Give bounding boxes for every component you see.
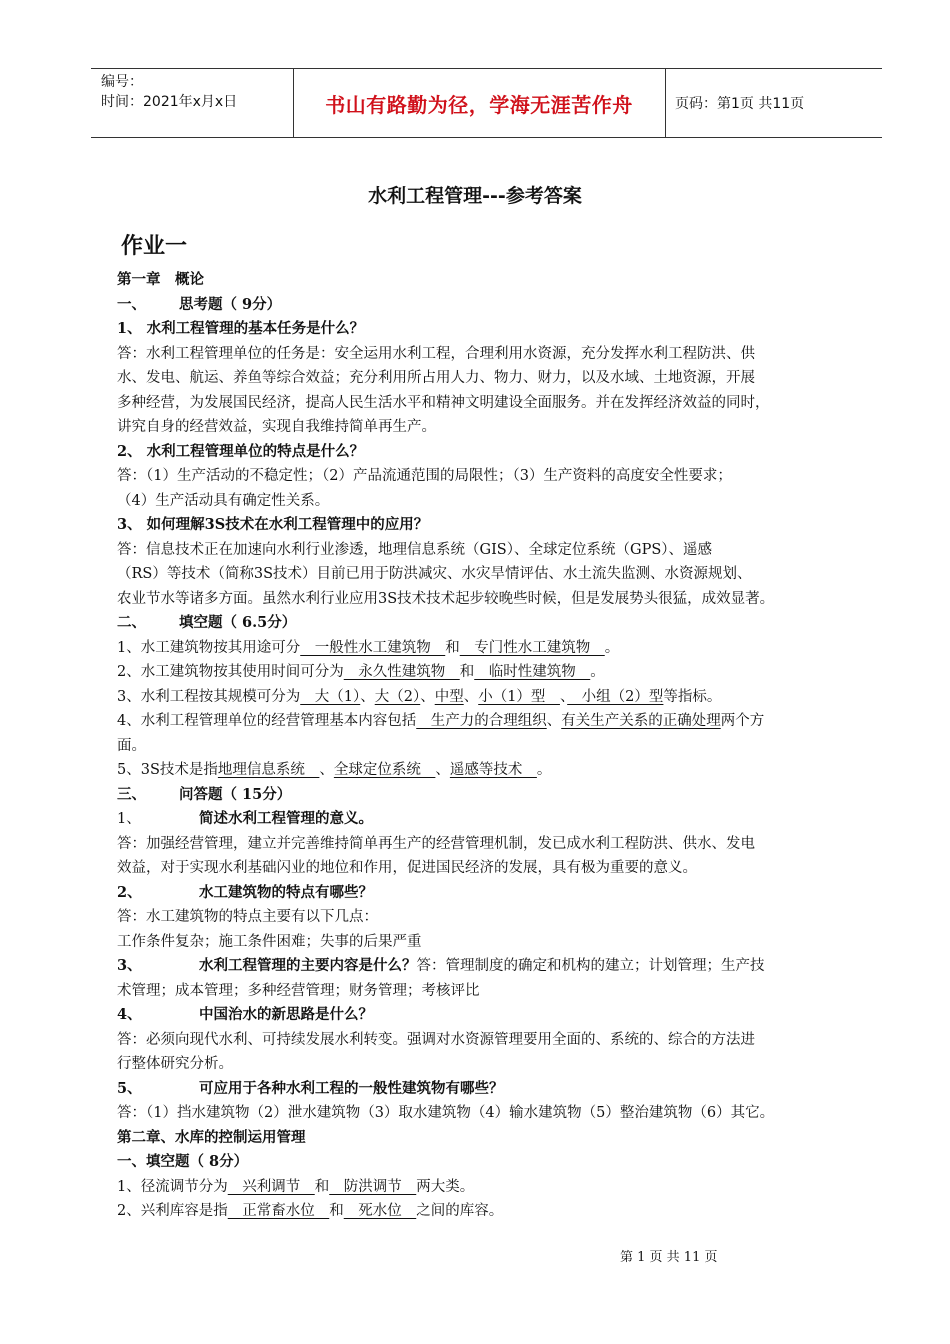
section-heading: 一、填空题（ 8分） <box>117 1153 249 1170</box>
number-label: 编号： <box>101 74 143 90</box>
header-motto: 书山有路勤为径，学海无涯苦作舟 <box>325 92 633 117</box>
fill-blank-item: 1、径流调节分为 兴利调节 和 防洪调节 两大类。 <box>117 1178 475 1195</box>
qa-question: 2、 水工建筑物的特点有哪些？ <box>117 883 373 901</box>
section-heading: 二、 填空题（ 6.5分） <box>117 614 297 631</box>
fill-blank-item: 2、兴利库容是指 正常畜水位 和 死水位 之间的库容。 <box>117 1203 504 1219</box>
question: 3、 如何理解3S技术在水利工程管理中的应用？ <box>117 516 429 533</box>
blank-answer: 中型 <box>434 688 464 705</box>
question: 1、 水利工程管理的基本任务是什么？ <box>117 320 365 337</box>
document-body <box>117 268 877 1224</box>
blank-answer: 生产力的合理组织 <box>416 713 547 729</box>
qa-question: 1、 简述水利工程管理的意义。 <box>117 810 373 827</box>
blank-answer: 有关生产关系的正确处理 <box>561 713 721 729</box>
answer-line: 行整体研究分析。 <box>117 1056 233 1072</box>
blank-answer: 防洪调节 <box>329 1178 417 1195</box>
blank-answer: 遥感等技术 <box>449 762 537 778</box>
answer-line: 多种经营，为发展国民经济，提高人民生活水平和精神文明建设全面服务。并在发挥经济效益的同时， <box>117 394 770 411</box>
answer-line: 答：（1）生产活动的不稳定性；（2）产品流通范围的局限性；（3）生产资料的高度安全性要求； <box>117 468 732 484</box>
qa-question: 5、 可应用于各种水利工程的一般性建筑物有哪些？ <box>117 1079 504 1097</box>
blank-answer: 小（1）型 <box>478 688 560 705</box>
answer-line: （4）生产活动具有确定性关系。 <box>117 492 330 509</box>
header-meta <box>101 72 237 112</box>
section-heading: 一、 思考题（ 9分） <box>117 295 282 313</box>
page-footer: 第 1 页 共 11 页 <box>620 1250 718 1265</box>
answer-line: 工作条件复杂；施工条件困难；失事的后果严重 <box>117 933 422 950</box>
header-divider <box>665 69 666 137</box>
answer-line: 答：水工建筑物的特点主要有以下几点： <box>117 909 378 925</box>
document-title: 水利工程管理---参考答案 <box>368 185 582 207</box>
answer-line: 农业节水等诸多方面。虽然水利行业应用3S技术技术起步较晚些时候，但是发展势头很猛，成效显著。 <box>117 590 775 607</box>
answer-line: 答：（1）挡水建筑物（2）泄水建筑物（3）取水建筑物（4）输水建筑物（5）整治建筑物（6）其它。 <box>117 1105 775 1121</box>
blank-answer: 大（1） <box>300 688 361 705</box>
answer-line: 答：必须向现代水利、可持续发展水利转变。强调对水资源管理要用全面的、系统的、综合的方法进 <box>117 1031 755 1048</box>
blank-answer: 临时性建筑物 <box>474 664 591 680</box>
header-page-label: 页码：第1页 共11页 <box>675 96 805 112</box>
blank-answer: 全球定位系统 <box>333 762 436 778</box>
question: 2、 水利工程管理单位的特点是什么？ <box>117 442 365 460</box>
qa-question: 4、 中国治水的新思路是什么？ <box>117 1006 373 1023</box>
chapter-heading: 第二章、水库的控制运用管理 <box>117 1128 306 1146</box>
fill-blank-item: 1、水工建筑物按其用途可分 一般性水工建筑物 和 专门性水工建筑物 。 <box>117 639 620 656</box>
section-heading: 三、 问答题（ 15分） <box>117 785 292 803</box>
blank-answer: 兴利调节 <box>227 1178 315 1195</box>
blank-answer: 大（2） <box>374 688 421 705</box>
fill-blank-continuation: 面。 <box>117 737 146 754</box>
chapter-heading: 第一章 概论 <box>117 271 204 288</box>
blank-answer: 地理信息系统 <box>217 762 320 778</box>
answer-line: 答：信息技术正在加速向水利行业渗透，地理信息系统（GIS）、全球定位系统（GPS）、遥感 <box>117 541 713 558</box>
homework-heading: 作业一 <box>121 234 188 259</box>
qa-question: 3、 水利工程管理的主要内容是什么？答：管理制度的确定和机构的建立；计划管理；生产技 <box>117 957 765 974</box>
answer-line: 答：水利工程管理单位的任务是：安全运用水利工程，合理利用水资源，充分发挥水利工程防洪、供 <box>117 345 755 362</box>
blank-answer: 永久性建筑物 <box>343 664 460 680</box>
answer-line: 效益，对于实现水利基础闪业的地位和作用，促进国民经济的发展，具有极为重要的意义。 <box>117 860 697 876</box>
fill-blank-item: 5、3S技术是指地理信息系统 、全球定位系统 、遥感等技术 。 <box>117 762 552 778</box>
answer-line: 讲究自身的经营效益，实现自我维持简单再生产。 <box>117 419 436 435</box>
answer-line: 术管理；成本管理；多种经营管理；财务管理；考核评比 <box>117 982 480 999</box>
fill-blank-item: 3、水利工程按其规模可分为 大（1）、大（2）、中型、小（1）型 、 小组（2）型等指标。 <box>117 688 722 705</box>
blank-answer: 死水位 <box>343 1203 417 1219</box>
answer-line: 水、发电、航运、养鱼等综合效益；充分利用所占用人力、物力、财力，以及水域、土地资源，开展 <box>117 370 755 386</box>
blank-answer: 正常畜水位 <box>227 1203 330 1219</box>
time-label: 时间：2021年x月x日 <box>101 94 238 110</box>
answer-line: （RS）等技术（简称3S技术）目前已用于防洪减灾、水灾旱情评估、水土流失监测、水资源规划、 <box>117 566 752 582</box>
fill-blank-item: 2、水工建筑物按其使用时间可分为 永久性建筑物 和 临时性建筑物 。 <box>117 664 605 680</box>
blank-answer: 小组（2）型 <box>567 688 664 705</box>
blank-answer: 一般性水工建筑物 <box>300 639 446 656</box>
answer-line: 答：加强经营管理，建立并完善维持简单再生产的经营管理机制，发已成水利工程防洪、供水、发电 <box>117 835 755 852</box>
header-table <box>91 68 882 138</box>
blank-answer: 专门性水工建筑物 <box>459 639 605 656</box>
fill-blank-item: 4、水利工程管理单位的经营管理基本内容包括 生产力的合理组织、有关生产关系的正确处理两个方 <box>117 713 765 729</box>
